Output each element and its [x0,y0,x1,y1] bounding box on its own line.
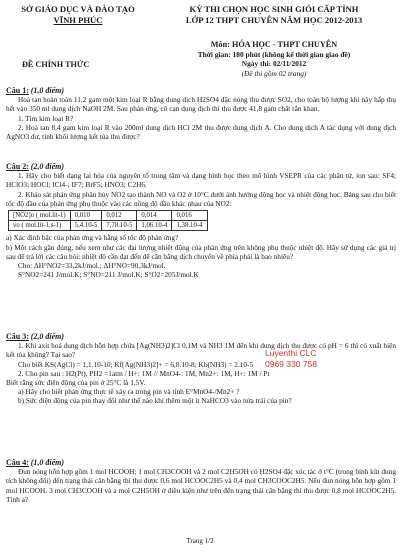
question-4 [6,456,396,504]
question-2-data-enthalpy: Cho: ΔH°NO2=33,2kJ/mol.; ΔH°NO=90,3kJ/mol. [18,261,166,271]
question-2-title: Câu 2: [6,162,29,171]
question-2-part-2: 2. Khảo sát phản ứng phân hủy NO2 tạo thành NO và O2 ở 10°C dưới ảnh hưởng động học và nhiệt động học. Bảng sau cho biết tốc độ đầu của phản ứng phụ thuộc vào các nồng độ đầu khác nhau của NO2: [6,189,396,208]
question-3-part-2a: a) Hãy cho biết phản ứng thực tế xảy ra trong pin và tính E°MnO4-/Mn2+ ? [18,387,240,397]
department-name: SỞ GIÁO DỤC VÀ ĐÀO TẠO [21,4,135,14]
table-row [9,221,208,231]
table-cell: 1,06.10-4 [137,221,172,231]
table-cell: 5,4.10-5 [70,221,102,231]
question-2-data-entropy: S°NO2=241 J/mol.K; S°NO=211 J/mol.K; S°O2=205J/mol.K [18,270,199,280]
exam-date: Ngày thi: 02/11/2012 [241,59,307,68]
question-2-points: (2,0 điểm) [30,162,65,171]
question-1-part-1: 1. Tìm kim loại R? [18,113,74,123]
table-cell: 0,010 [70,211,102,221]
table-cell: vo ( mol.lit-1.s-1) [9,221,71,231]
question-2-part-2b: b) Một cách gần đúng, nếu xem như các đại lượng nhiệt động của phản ứng trên không phụ thuộc nhiệt độ. Hãy sử dụng các giá trị sau để trả lời các câu hỏi: nhiệt độ cần đạt đến để cân bằng dịch chuyển về phía phải là bao nhiêu? [6,242,396,261]
question-3-part-2b: b) Sức điện động của pin thay đổi như thế nào khi thêm một ít NaHCO3 vào nửa trái của pin? [18,396,292,406]
question-3-title: Câu 3: [6,332,29,341]
question-1 [6,84,396,141]
question-4-title: Câu 4: [6,458,29,467]
question-3-part-2-note: Biết rằng sức điện động của pin ở 25°C là 1,5V. [6,378,146,388]
table-cell: 7,78.10-5 [102,221,137,231]
exam-time: Thời gian: 180 phút (không kể thời gian giao đề) [197,49,351,59]
table-row [9,211,208,221]
table-cell: 1,38.10-4 [172,221,207,231]
question-3 [6,330,396,406]
question-3-part-1: 1. Khi axit hoá dung dịch hỗn hợp chứa [Ag(NH3)2]Cl 0,1M và NH3 1M đến khi dung dịch thu được có pH = 6 thì có xuất hiện kết tủa không? Tại sao? [6,341,396,360]
exam-subject: Môn: HÓA HỌC - THPT CHUYÊN [210,40,338,49]
question-3-part-2: 2. Cho pin sau : H2(Pt), PH2 =1atm / H+: 1M // MnO4-: 1M, Mn2+: 1M, H+: 1M / Pt [18,368,270,378]
exam-grade-year: LỚP 12 THPT CHUYÊN NĂM HỌC 2012-2013 [185,14,363,25]
question-1-part-2: 2. Hoà tan 8,4 gam kim loại R vào 200ml dung dịch HCl 2M thu được dung dịch A. Cho dung dịch A tác dụng với dung dịch AgNO3 dư, tính khối lượng kết tủa thu được? [6,122,396,142]
table-cell: 0,016 [172,211,207,221]
question-2-part-1: 1. Hãy cho biết dạng lai hóa của nguyên tố trung tâm và dạng hình học theo mô hình VSEPR của các phân tử, ion sau: SF4; HClO3; HOCl; ICl4-; IF7; BrF5; HNO3; C2H6. [6,171,396,190]
question-1-title: Câu 1: [6,86,29,95]
stamp-phone: 0969 330 758 [265,359,317,369]
official-label: ĐỀ CHÍNH THỨC [22,60,90,69]
exam-title: KỲ THI CHỌN HỌC SINH GIỎI CẤP TỈNH [189,4,359,14]
exam-pages-note: (Đề thi gồm 02 trang) [241,68,307,78]
table-cell: 0,012 [102,211,137,221]
question-3-part-1-data: Cho biết KS(AgCl) = 1,1.10-10; Kf[Ag(NH3)2]+ = 6,8.10-8; Kb(NH3) = 2.10-5 [18,359,254,369]
question-2 [6,160,396,279]
question-1-points: (1,0 điểm) [30,86,65,95]
stamp-name: Luyenthi CLC [265,348,317,358]
page-number: Trang 1/2 [186,537,214,545]
department-header [8,4,148,25]
exam-info [150,40,398,78]
province-name: VĨNH PHÚC [53,14,103,25]
question-1-text: Hoà tan hoàn toàn 11,2 gam một kim loại R bằng dung dịch H2SO4 đặc nóng thu được SO2, cho toàn bộ lượng khí này hấp thụ hết vào 350 ml dung dịch NaOH 2M. Sau phản ứng, cô cạn dung dịch thì thu được 41,8 gam chất rắn khan. [6,95,396,114]
question-4-text: Đun nóng hỗn hợp gồm 1 mol HCOOH; 1 mol CH3COOH và 2 mol C2H5OH có H2SO4 đặc xúc tác ở t°C (trong bình kín dung tích không đổi) đến trạng thái cân bằng thì thu được 0,6 mol HCOOC2H5 và 0,4 mol CH3COOC2H5. Nếu đun nóng hỗn hợp gồm 1 mol HCOOH, 3 mol CH3COOH và a mol C2H5OH ở điều kiện như trên đến trạng thái cân bằng thì thu được 0,8 mol HCOOC2H5. Tính a? [6,467,396,504]
question-2-part-2a: a) Xác định bậc của phản ứng và hằng số tốc độ phản ứng? [6,233,179,243]
table-cell: 0,014 [137,211,172,221]
table-cell: [NO2]o ( mol.lit-1) [9,211,71,221]
question-4-points: (1,0 điểm) [30,458,65,467]
question-3-points: (2,0 điểm) [30,332,65,341]
exam-header [150,4,398,25]
kinetics-table [8,210,208,231]
